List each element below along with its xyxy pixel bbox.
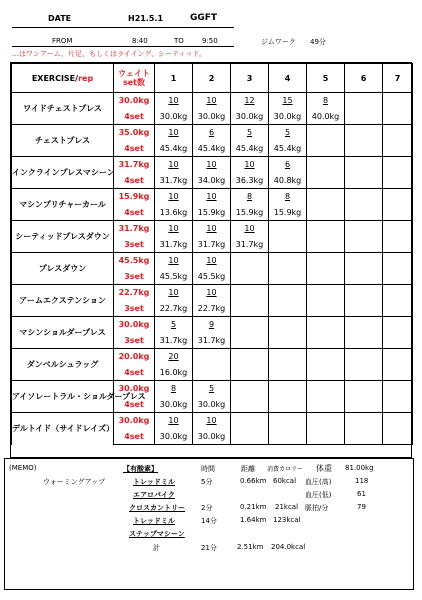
set-load: [231, 269, 269, 285]
exercise-name: インクラインプレスマシーン: [12, 157, 114, 189]
activity-calories: 60kcal: [273, 477, 297, 485]
weight-header-bottom: set数: [122, 78, 145, 87]
set-reps: [269, 285, 307, 301]
set-reps: [383, 253, 413, 269]
set-reps: 10: [155, 125, 193, 141]
set-reps: [269, 349, 307, 365]
set-load: [345, 173, 383, 189]
set-load: 30.0kg: [155, 429, 193, 445]
time-divider: [12, 46, 234, 47]
set-load: 22.7kg: [155, 301, 193, 317]
set-load: [269, 397, 307, 413]
activity-distance: 0.66km: [240, 477, 267, 485]
set-load: [231, 365, 269, 381]
gym-name: GGFT: [190, 13, 218, 23]
set-reps: [383, 125, 413, 141]
set-reps: 10: [231, 221, 269, 237]
set-load: [307, 237, 345, 253]
set-count: 4set: [114, 397, 155, 413]
exercise-row: [12, 317, 413, 333]
set-load: [307, 141, 345, 157]
set-reps: [345, 285, 383, 301]
set-reps: 10: [193, 221, 231, 237]
set-load: 31.7kg: [231, 237, 269, 253]
set-count: 4set: [114, 109, 155, 125]
set-reps: [383, 317, 413, 333]
set-reps: 5: [231, 125, 269, 141]
exercise-row: [12, 413, 413, 429]
set-load: 31.7kg: [155, 333, 193, 349]
set-reps: 10: [193, 413, 231, 429]
target-weight: 15.9kg: [114, 189, 155, 205]
bp-low-value: 61: [357, 490, 366, 498]
set-load: 45.4kg: [155, 141, 193, 157]
activity-name: エアロバイク: [133, 491, 175, 499]
target-weight: 22.7kg: [114, 285, 155, 301]
set-reps: [307, 317, 345, 333]
set-load: [269, 365, 307, 381]
exercise-row: [12, 189, 413, 205]
set-reps: [231, 317, 269, 333]
set-load: [269, 237, 307, 253]
set-reps: [345, 413, 383, 429]
set-number: 4: [269, 64, 307, 93]
set-load: 30.0kg: [155, 397, 193, 413]
set-load: 30.0kg: [193, 429, 231, 445]
set-reps: [383, 285, 413, 301]
target-weight: 31.7kg: [114, 221, 155, 237]
set-load: 36.3kg: [231, 173, 269, 189]
set-reps: [345, 349, 383, 365]
body-weight-value: 81.00kg: [345, 464, 374, 472]
set-load: 22.7kg: [193, 301, 231, 317]
set-number: 7: [383, 64, 413, 93]
set-count: 4set: [114, 141, 155, 157]
activity-time: 5分: [201, 478, 213, 486]
date-value: H21.5.1: [128, 14, 164, 23]
aerobic-header: 【有酸素】: [123, 465, 158, 473]
set-load: [345, 333, 383, 349]
exercise-row: [12, 253, 413, 269]
activity-calories: 21kcal: [275, 503, 299, 511]
target-weight: 30.0kg: [114, 93, 155, 109]
set-load: [383, 237, 413, 253]
set-load: [383, 301, 413, 317]
set-load: 45.4kg: [193, 141, 231, 157]
set-load: [345, 365, 383, 381]
set-load: [345, 141, 383, 157]
set-number: 6: [345, 64, 383, 93]
set-load: [269, 429, 307, 445]
set-load: 31.7kg: [155, 173, 193, 189]
set-reps: [231, 285, 269, 301]
exercise-name: マシンショルダープレス: [12, 317, 114, 349]
set-load: [307, 429, 345, 445]
set-reps: [345, 125, 383, 141]
abbreviation-note: …はワンアーム、片足、もしくはライイング、シーティッド。: [12, 50, 206, 58]
exercise-name: プレスダウン: [12, 253, 114, 285]
set-load: 16.0kg: [155, 365, 193, 381]
calorie-header: 消費カロリー: [267, 466, 304, 473]
total-distance: 2.51km: [237, 543, 264, 551]
weight-header: 体重: [316, 464, 332, 473]
set-load: [345, 237, 383, 253]
exercise-header-text: EXERCISE/: [31, 73, 79, 83]
set-reps: 6: [193, 125, 231, 141]
set-load: [307, 173, 345, 189]
memo-label: (MEMO): [9, 464, 37, 472]
set-reps: [231, 253, 269, 269]
set-reps: [307, 189, 345, 205]
activity-name: クロスカントリー: [129, 504, 185, 512]
exercise-name: デルトイド（サイドレイズ）: [12, 413, 114, 445]
set-reps: 10: [155, 253, 193, 269]
warmup-label: ウォーミングアップ: [43, 478, 106, 486]
set-reps: [193, 349, 231, 365]
set-reps: [269, 381, 307, 397]
weight-header-top: ウェイト: [118, 69, 150, 78]
exercise-row: [12, 349, 413, 365]
set-load: [345, 429, 383, 445]
set-reps: [269, 253, 307, 269]
set-load: 45.4kg: [269, 141, 307, 157]
activity-time: 2分: [201, 504, 213, 512]
set-load: [231, 429, 269, 445]
set-number: 3: [231, 64, 269, 93]
set-reps: [307, 221, 345, 237]
set-reps: [345, 189, 383, 205]
set-reps: 10: [155, 157, 193, 173]
target-weight: 45.5kg: [114, 253, 155, 269]
gym-work-value: 49分: [310, 38, 326, 46]
activity-calories: 123kcal: [273, 516, 301, 524]
set-load: [345, 109, 383, 125]
set-reps: [307, 413, 345, 429]
set-reps: 10: [155, 189, 193, 205]
set-load: [345, 397, 383, 413]
set-load: [383, 365, 413, 381]
target-weight: 30.0kg: [114, 317, 155, 333]
set-load: [231, 397, 269, 413]
set-reps: 8: [307, 93, 345, 109]
set-reps: 10: [193, 189, 231, 205]
set-count: 3set: [114, 301, 155, 317]
set-reps: [383, 93, 413, 109]
set-load: 30.0kg: [193, 397, 231, 413]
exercise-name: チェストプレス: [12, 125, 114, 157]
set-load: [383, 269, 413, 285]
set-reps: 10: [193, 93, 231, 109]
set-reps: [383, 157, 413, 173]
set-load: [193, 365, 231, 381]
set-load: 30.0kg: [155, 109, 193, 125]
exercise-name: シーティッドプレスダウン: [12, 221, 114, 253]
pulse-label: 脈拍/分: [305, 504, 329, 512]
exercise-row: [12, 157, 413, 173]
table-header-row: [12, 64, 413, 79]
activity-distance: 0.21km: [240, 503, 267, 511]
set-load: 45.5kg: [155, 269, 193, 285]
set-reps: 15: [269, 93, 307, 109]
set-load: [345, 301, 383, 317]
set-reps: 8: [155, 381, 193, 397]
set-reps: 5: [155, 317, 193, 333]
target-weight: 30.0kg: [114, 413, 155, 429]
set-reps: 8: [269, 189, 307, 205]
exercise-row: [12, 381, 413, 397]
set-reps: [307, 285, 345, 301]
set-reps: 20: [155, 349, 193, 365]
set-load: [231, 333, 269, 349]
set-load: [269, 269, 307, 285]
set-reps: [307, 349, 345, 365]
set-count: 4set: [114, 429, 155, 445]
set-load: 40.8kg: [269, 173, 307, 189]
target-weight: 30.0kg: [114, 381, 155, 397]
set-reps: [269, 317, 307, 333]
set-load: 40.0kg: [307, 109, 345, 125]
set-reps: 10: [155, 221, 193, 237]
exercise-row: [12, 93, 413, 109]
set-reps: 10: [155, 93, 193, 109]
total-label: 計: [153, 544, 160, 552]
to-time: 9:50: [202, 37, 218, 45]
set-count: 3set: [114, 237, 155, 253]
set-load: 30.0kg: [231, 109, 269, 125]
activity-name: ステップマシーン: [129, 530, 185, 538]
set-reps: 10: [193, 285, 231, 301]
set-load: [383, 141, 413, 157]
set-reps: [231, 413, 269, 429]
set-reps: 10: [155, 413, 193, 429]
set-count: 4set: [114, 173, 155, 189]
set-reps: [307, 157, 345, 173]
set-number: 2: [193, 64, 231, 93]
set-reps: [231, 349, 269, 365]
from-time: 8:40: [132, 37, 148, 45]
total-time: 21分: [201, 544, 217, 552]
set-load: [307, 365, 345, 381]
pulse-value: 79: [357, 503, 366, 511]
set-load: [345, 269, 383, 285]
activity-time: 14分: [201, 517, 217, 525]
exercise-row: [12, 221, 413, 237]
from-label: FROM: [52, 37, 73, 45]
set-reps: [307, 253, 345, 269]
set-load: 30.0kg: [193, 109, 231, 125]
bp-high-label: 血圧(高): [305, 478, 332, 486]
exercise-row: [12, 285, 413, 301]
header-divider: [12, 27, 234, 28]
set-reps: [383, 221, 413, 237]
distance-header: 距離: [241, 465, 255, 473]
date-label: DATE: [48, 14, 72, 23]
set-load: [383, 333, 413, 349]
set-reps: 6: [269, 157, 307, 173]
set-reps: [383, 381, 413, 397]
set-reps: 10: [193, 253, 231, 269]
set-load: 31.7kg: [155, 237, 193, 253]
set-reps: [345, 93, 383, 109]
set-reps: [269, 413, 307, 429]
activity-distance: 1.64km: [240, 516, 267, 524]
set-number: 5: [307, 64, 345, 93]
gym-work-label: ジムワーク: [261, 38, 296, 46]
set-load: [269, 301, 307, 317]
set-reps: 10: [231, 157, 269, 173]
set-load: 31.7kg: [193, 237, 231, 253]
set-reps: [383, 349, 413, 365]
memo-section: [4, 458, 414, 590]
set-number: 1: [155, 64, 193, 93]
set-reps: [345, 317, 383, 333]
target-weight: 31.7kg: [114, 157, 155, 173]
time-header: 時間: [201, 465, 215, 473]
set-load: [307, 397, 345, 413]
set-load: 15.9kg: [269, 205, 307, 221]
activity-name: トレッドミル: [133, 478, 175, 486]
set-load: 45.5kg: [193, 269, 231, 285]
set-load: 45.4kg: [231, 141, 269, 157]
set-load: [383, 397, 413, 413]
exercise-row: [12, 125, 413, 141]
set-reps: 8: [231, 189, 269, 205]
set-load: 31.7kg: [193, 333, 231, 349]
to-label: TO: [174, 37, 184, 45]
target-weight: 20.0kg: [114, 349, 155, 365]
exercise-table: [10, 62, 412, 458]
set-load: [269, 333, 307, 349]
set-count: 4set: [114, 205, 155, 221]
set-reps: 10: [193, 157, 231, 173]
target-weight: 35.0kg: [114, 125, 155, 141]
set-count: 3set: [114, 333, 155, 349]
activity-name: トレッドミル: [133, 517, 175, 525]
exercise-name: ワイドチェストプレス: [12, 93, 114, 125]
rep-header-text: rep: [78, 73, 94, 83]
set-reps: 5: [269, 125, 307, 141]
set-load: [307, 301, 345, 317]
set-load: [231, 301, 269, 317]
set-load: [383, 173, 413, 189]
bp-low-label: 血圧(低): [305, 491, 332, 499]
bp-high-value: 118: [355, 477, 369, 485]
set-load: [383, 109, 413, 125]
set-load: [383, 429, 413, 445]
set-load: 13.6kg: [155, 205, 193, 221]
set-load: [307, 205, 345, 221]
set-reps: [345, 221, 383, 237]
set-load: 15.9kg: [231, 205, 269, 221]
exercise-name: アイソレートラル・ショルダープレス: [12, 381, 114, 413]
set-reps: [345, 253, 383, 269]
exercise-name: マシンプリチャーカール: [12, 189, 114, 221]
set-reps: [307, 125, 345, 141]
set-reps: 5: [193, 381, 231, 397]
set-reps: [383, 189, 413, 205]
set-load: 30.0kg: [269, 109, 307, 125]
total-calories: 204.0kcal: [271, 543, 306, 551]
set-count: 3set: [114, 269, 155, 285]
set-load: [307, 269, 345, 285]
set-reps: [383, 413, 413, 429]
weight-column-header: [114, 64, 155, 93]
set-reps: [269, 221, 307, 237]
set-reps: [345, 157, 383, 173]
exercise-column-header: [12, 64, 114, 93]
exercise-name: アームエクステンション: [12, 285, 114, 317]
set-reps: 10: [155, 285, 193, 301]
set-load: [383, 205, 413, 221]
set-count: 4set: [114, 365, 155, 381]
set-load: 15.9kg: [193, 205, 231, 221]
set-reps: [231, 381, 269, 397]
set-reps: 12: [231, 93, 269, 109]
set-reps: [307, 381, 345, 397]
set-reps: 9: [193, 317, 231, 333]
set-reps: [345, 381, 383, 397]
set-load: [345, 205, 383, 221]
exercise-name: ダンベルシュラッグ: [12, 349, 114, 381]
set-load: [307, 333, 345, 349]
set-load: 34.0kg: [193, 173, 231, 189]
